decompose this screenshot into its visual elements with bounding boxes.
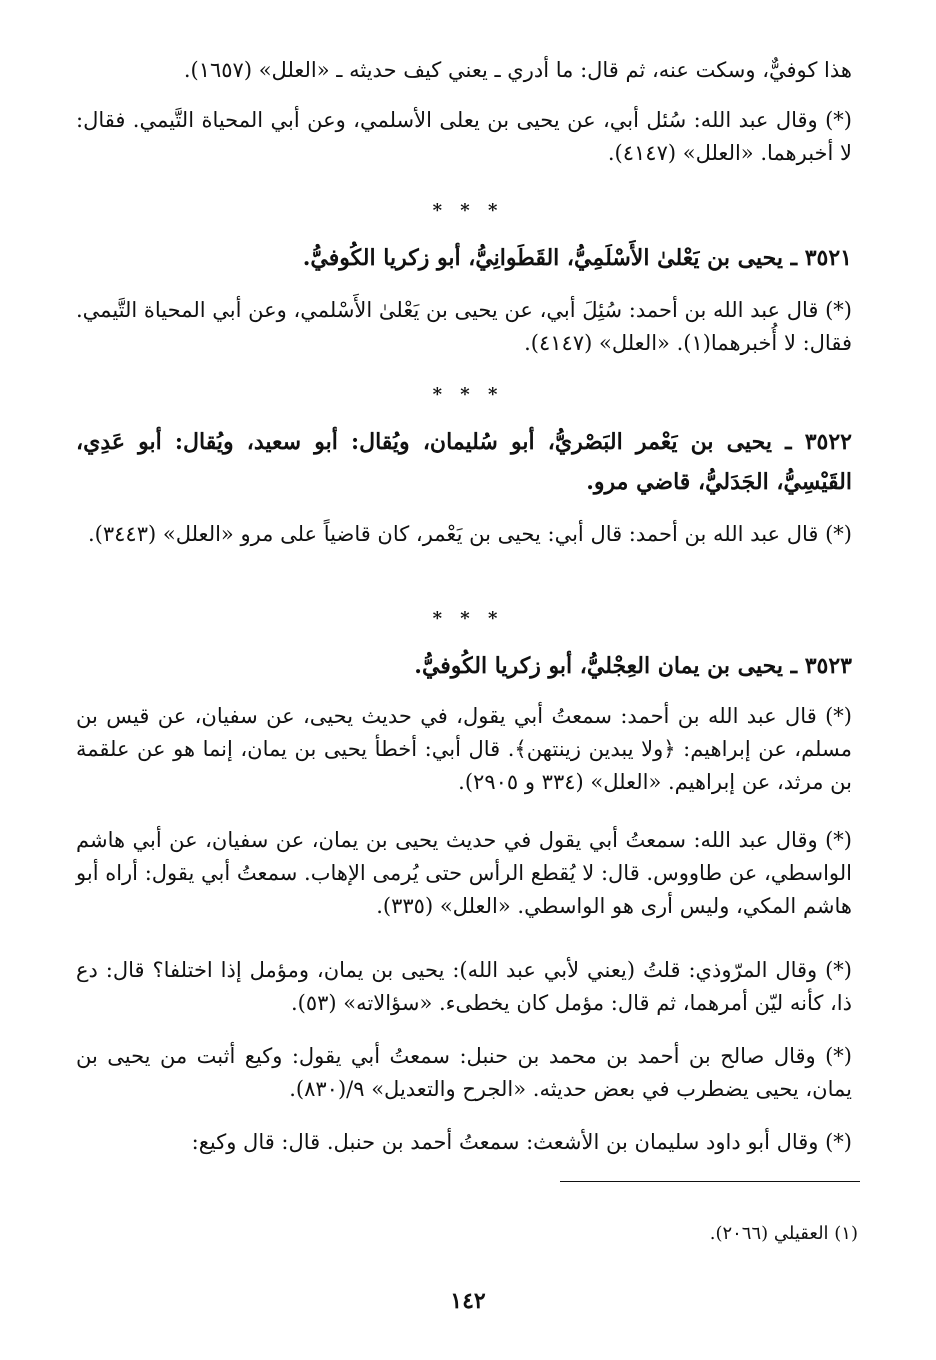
footnote: (١) العقيلي (٢٠٦٦). <box>709 1223 858 1244</box>
paragraph-entry-3521: (*) قال عبد الله بن أحمد: سُئِلَ أبي، عن يحيى بن يَعْلىٰ الأَسْلمي، وعن أبي المحياة التَّيمي. فقال: لا أُخبرهما(١). «العلل» (٤١٤٧). <box>76 298 852 355</box>
paragraph-entry-3523-d: (*) وقال صالح بن أحمد بن محمد بن حنبل: سمعتُ أبي يقول: وكيع أثبت من يحيى بن يمان، يحيى يضطرب في بعض حديثه. «الجرح والتعديل» ٩/(٨٣٠). <box>76 1044 852 1101</box>
page-number: ١٤٢ <box>450 1288 486 1314</box>
paragraph-entry-3523-e: (*) وقال أبو داود سليمان بن الأشعث: سمعتُ أحمد بن حنبل. قال: قال وكيع: <box>191 1130 852 1154</box>
footnote-divider <box>560 1181 860 1182</box>
paragraph-entry-3523-a: (*) قال عبد الله بن أحمد: سمعتُ أبي يقول، في حديث يحيى، عن سفيان، عن قيس بن مسلم، عن إبراهيم: ﴿ولا يبدين زينتهن﴾. قال أبي: أخطأ يحيى بن يمان، إنما هو عن علقمة بن مرثد، عن إبراهيم. «العلل» (٣٣٤ و ٢٩٠٥). <box>76 704 852 794</box>
section-separator: * * * <box>432 384 504 405</box>
paragraph-entry-note: (*) وقال عبد الله: سُئل أبي، عن يحيى بن يعلى الأسلمي، وعن أبي المحياة التَّيمي. فقال: لا أخبرهما. «العلل» (٤١٤٧). <box>76 108 852 165</box>
entry-heading-3522: ٣٥٢٢ ـ يحيى بن يَعْمر البَصْريُّ، أبو سُليمان، ويُقال: أبو سعيد، ويُقال: أبو عَدِي، القَيْسِيُّ، الجَدَليُّ، قاضي مرو. <box>76 429 852 495</box>
paragraph-entry-3523-c: (*) وقال المرّوذي: قلتُ (يعني لأبي عبد الله): يحيى بن يمان، ومؤمل إذا اختلفا؟ قال: دع ذا، كأنه ليّن أمرهما، ثم قال: مؤمل كان يخطىء. «سؤالاته» (٥٣). <box>76 958 852 1015</box>
entry-heading-3523: ٣٥٢٣ ـ يحيى بن يمان العِجْليُّ، أبو زكريا الكُوفيُّ. <box>414 653 852 679</box>
paragraph-entry-3522: (*) قال عبد الله بن أحمد: قال أبي: يحيى بن يَعْمر، كان قاضياً على مرو «العلل» (٣٤٤٣). <box>87 522 852 546</box>
section-separator: * * * <box>432 608 504 629</box>
paragraph-entry-3523-b: (*) وقال عبد الله: سمعتُ أبي يقول في حديث يحيى بن يمان، عن سفيان، عن أبي هاشم الواسطي، عن طاووس. قال: لا يُقطع الرأس حتى يُرمى الإهاب. سمعتُ أبي يقول: أراه أبو هاشم المكي، وليس أرى هو الواسطي. «العلل» (٣٣٥). <box>76 828 852 918</box>
entry-heading-3521: ٣٥٢١ ـ يحيى بن يَعْلىٰ الأَسْلَمِيُّ، القَطَوانِيُّ، أبو زكريا الكُوفيُّ. <box>302 245 852 271</box>
section-separator: * * * <box>432 200 504 221</box>
paragraph-continuation: هذا كوفيٌّ، وسكت عنه، ثم قال: ما أدري ـ يعني كيف حديثه ـ «العلل» (١٦٥٧). <box>183 58 852 82</box>
